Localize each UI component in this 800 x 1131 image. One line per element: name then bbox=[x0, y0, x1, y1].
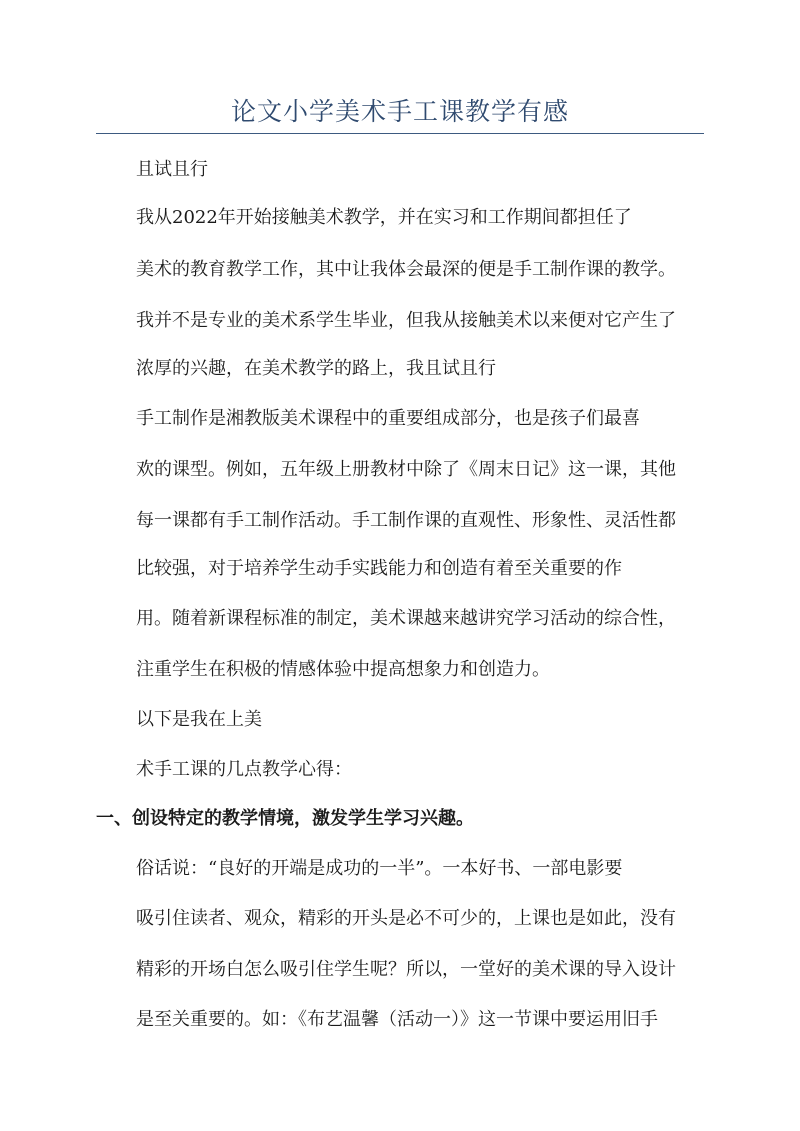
paragraph-line: 欢的课型。例如，五年级上册教材中除了《周末日记》这一课，其他 bbox=[136, 459, 676, 480]
paragraph-line: 手工制作是湘教版美术课程中的重要组成部分，也是孩子们最喜 bbox=[136, 408, 640, 429]
paragraph-line: 是至关重要的。如：《布艺温馨（活动一）》这一节课中要运用旧手 bbox=[136, 1009, 658, 1030]
paragraph-line: 吸引住读者、观众，精彩的开头是必不可少的，上课也是如此，没有 bbox=[136, 908, 676, 929]
paragraph-line: 美术的教育教学工作，其中让我体会最深的便是手工制作课的教学。 bbox=[136, 259, 676, 280]
paragraph-line: 注重学生在积极的情感体验中提高想象力和创造力。 bbox=[136, 659, 550, 680]
paragraph-line: 精彩的开场白怎么吸引住学生呢？所以，一堂好的美术课的导入设计 bbox=[136, 959, 676, 980]
paragraph-line: 且试且行 bbox=[136, 159, 208, 180]
paragraph-line: 术手工课的几点教学心得： bbox=[136, 759, 352, 780]
title-underline bbox=[96, 133, 704, 134]
section-heading: 一、创设特定的教学情境，激发学生学习兴趣。 bbox=[96, 808, 474, 829]
paragraph-line: 用。随着新课程标准的制定，美术课越来越讲究学习活动的综合性， bbox=[136, 608, 676, 629]
paragraph-line: 比较强，对于培养学生动手实践能力和创造有着至关重要的作 bbox=[136, 558, 622, 579]
paragraph-line: 浓厚的兴趣，在美术教学的路上，我且试且行 bbox=[136, 358, 496, 379]
paragraph-line: 每一课都有手工制作活动。手工制作课的直观性、形象性、灵活性都 bbox=[136, 510, 676, 531]
paragraph-line: 俗话说：“良好的开端是成功的一半”。一本好书、一部电影要 bbox=[136, 858, 623, 879]
paragraph-line: 以下是我在上美 bbox=[136, 709, 262, 730]
paragraph-line: 我并不是专业的美术系学生毕业，但我从接触美术以来便对它产生了 bbox=[136, 310, 676, 331]
paragraph-line: 我从2022年开始接触美术教学，并在实习和工作期间都担任了 bbox=[136, 207, 632, 228]
document-title: 论文小学美术手工课教学有感 bbox=[230, 97, 569, 126]
